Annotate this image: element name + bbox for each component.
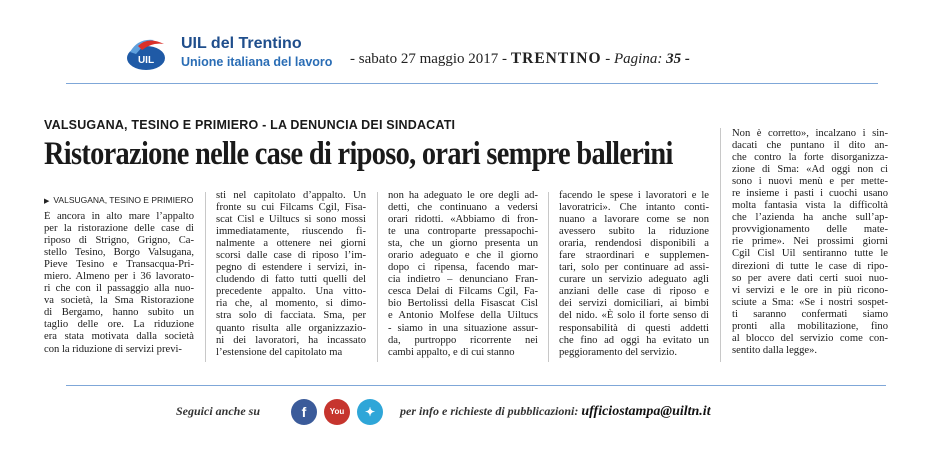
header-rule bbox=[66, 83, 878, 84]
article-line: pronti alla mobilitazione, fino bbox=[732, 320, 888, 332]
article-line: del nido. «È solo il forte senso di bbox=[559, 310, 709, 322]
article-line: precedente appalto. Una vitto- bbox=[216, 286, 366, 298]
article-line: rie prime». Nei prossimi giorni bbox=[732, 236, 888, 248]
article-line: orario adeguato e che il giorno bbox=[388, 250, 538, 262]
article-line: che fino ad oggi ha evitato un bbox=[559, 334, 709, 346]
email-link[interactable]: ufficiostampa@uiltn.it bbox=[581, 404, 711, 419]
byline-text: VALSUGANA, TESINO E PRIMIERO bbox=[53, 195, 194, 205]
article-line: sono i nuovi menù e per mette- bbox=[732, 176, 888, 188]
article-line: ti saranno confermati siamo bbox=[732, 308, 888, 320]
article-headline: Ristorazione nelle case di riposo, orari sempre ballerini bbox=[44, 136, 673, 172]
column-divider bbox=[548, 192, 549, 362]
article-line: responsabilità di questi addetti bbox=[559, 322, 709, 334]
brand-title: UIL del Trentino bbox=[181, 35, 302, 52]
article-line: per la ristorazione delle case di bbox=[44, 223, 194, 235]
article-line: fronte su cui Filcams Cgil, Fisa- bbox=[216, 202, 366, 214]
facebook-glyph: f bbox=[301, 404, 307, 420]
article-line: lavoratrici». Che intanto conti- bbox=[559, 202, 709, 214]
info-line bbox=[400, 404, 711, 420]
article-line: dei servizi domiciliari, ai bimbi bbox=[559, 298, 709, 310]
article-line: anziani delle case di riposo e bbox=[559, 286, 709, 298]
article-line: pegno di estendere i servizi, in- bbox=[216, 262, 366, 274]
column-divider bbox=[377, 192, 378, 362]
article-line: immediatamente, riuscendo fi- bbox=[216, 226, 366, 238]
facebook-icon[interactable] bbox=[291, 399, 317, 425]
newspaper-name: TRENTINO bbox=[510, 50, 602, 67]
article-line: curare un servizio adeguato agli bbox=[559, 274, 709, 286]
article-line: provvigionamento delle mate- bbox=[732, 224, 888, 236]
article-line: al blocco del servizio come con- bbox=[732, 332, 888, 344]
article-line: l’estensione del capitolato ma bbox=[216, 346, 343, 358]
article-line: facendo le spese i lavoratori e le bbox=[559, 190, 709, 201]
article-line: zione di Sma: «Ad oggi non ci bbox=[732, 164, 888, 176]
column-divider bbox=[205, 192, 206, 362]
article-line: direzioni di tutte le case di ripo- bbox=[732, 260, 888, 272]
article-line: taglio delle ore. La riduzione bbox=[44, 319, 194, 331]
article-line: nalmente a ottenere nei giorni bbox=[216, 238, 366, 250]
article-line: avessero subito la riduzione bbox=[559, 226, 709, 238]
article-line: cludendo di fatto tutti quelli del bbox=[216, 274, 366, 286]
article-line: riposo di Strigno, Grigno, Ca- bbox=[44, 235, 194, 247]
brand-subtitle: Unione italiana del lavoro bbox=[181, 55, 333, 69]
article-line: che l’azienda ha anche sull’ap- bbox=[732, 212, 888, 224]
column-divider bbox=[720, 128, 721, 362]
article-column-4 bbox=[559, 190, 709, 359]
logo-text: UIL bbox=[137, 55, 155, 66]
article-line: ri che con il passaggio alla nuo- bbox=[44, 283, 194, 295]
article-line: stello Tesino, Borgo Valsugana, bbox=[44, 247, 194, 259]
article-line: con la riduzione di servizi previ- bbox=[44, 343, 182, 355]
page-number: 35 - bbox=[666, 51, 690, 67]
article-line: bio Bertolissi della Fisascat Cisl bbox=[388, 298, 538, 310]
article-line: stra solo di facciata. Sma, per bbox=[216, 310, 366, 322]
article-line: cia indietro – denunciano Fran- bbox=[388, 274, 538, 286]
article-line: che contro la forte disorganizza- bbox=[732, 152, 888, 164]
article-line: vi servizi e le ore in più ricono- bbox=[732, 284, 888, 296]
article-line: scorsi dalle case di riposo l’im- bbox=[216, 250, 366, 262]
article-line: molta fantasia vista la difficoltà bbox=[732, 200, 888, 212]
article-line: ni dei lavoratori, ha incassato bbox=[216, 334, 366, 346]
article-column-1 bbox=[44, 211, 194, 356]
article-line: da, purtroppo ricorrente nei bbox=[388, 334, 538, 346]
article-line: non ha adeguato le ore degli ad- bbox=[388, 190, 538, 201]
article-line: - siamo in una situazione assur- bbox=[388, 322, 538, 334]
article-line: te una controparte pressapochi- bbox=[388, 226, 538, 238]
article-byline bbox=[44, 195, 193, 205]
article-line: so per avere dati certi suoi nuo- bbox=[732, 272, 888, 284]
article-line: Pieve Tesino e Transacqua-Pri- bbox=[44, 259, 194, 271]
youtube-glyph: You bbox=[329, 407, 345, 416]
article-line: sciute a Sma: «Se i nostri sospet- bbox=[732, 296, 888, 308]
publication-line bbox=[350, 50, 690, 68]
article-line: nuano a lavorare come se non bbox=[559, 214, 709, 226]
footer-rule bbox=[66, 385, 886, 386]
article-column-3 bbox=[388, 190, 538, 359]
article-line: dacati che puntano il dito an- bbox=[732, 140, 888, 152]
article-line: scat Cisl e Uiltucs si sono mossi bbox=[216, 214, 366, 226]
article-line: re insieme i pasti i cuochi usano bbox=[732, 188, 888, 200]
twitter-bird-glyph: ✦ bbox=[364, 405, 376, 419]
article-line: sti nel capitolato d’appalto. Un bbox=[216, 190, 366, 201]
article-line: sentito dalla legge». bbox=[732, 344, 818, 356]
article-line: fare straordinari e supplemen- bbox=[559, 250, 709, 262]
article-line: miero. Almeno per i 36 lavorato- bbox=[44, 271, 194, 283]
info-label: per info e richieste di pubblicazioni: bbox=[400, 404, 579, 418]
article-line: cesca Delai di Filcams Cgil, Fa- bbox=[388, 286, 538, 298]
article-line: tari, solo per continuare ad assi- bbox=[559, 262, 709, 274]
article-line: quanto risulta alle organizzazio- bbox=[216, 322, 366, 334]
article-line: e Antonio Molfese della Uiltucs bbox=[388, 310, 538, 322]
article-line: dopo ci ripensa, facendo mar- bbox=[388, 262, 538, 274]
article-line: va società, la Sma Ristorazione bbox=[44, 295, 194, 307]
article-line: detti, che continuano a vedersi bbox=[388, 202, 538, 214]
article-line: cambi appalto, e di cui stanno bbox=[388, 346, 515, 358]
article-line: peggioramento del servizio. bbox=[559, 346, 677, 358]
article-line: ria che, al momento, si dimo- bbox=[216, 298, 366, 310]
article-line: È ancora in alto mare l’appalto bbox=[44, 211, 194, 222]
article-line: era stata motivata dalla società bbox=[44, 331, 194, 343]
youtube-icon[interactable] bbox=[324, 399, 350, 425]
article-line: sta, che un giorno presenta un bbox=[388, 238, 538, 250]
page-label: - Pagina: bbox=[605, 51, 663, 67]
article-line: oraria, rendendosi disponibili a bbox=[559, 238, 709, 250]
twitter-icon[interactable] bbox=[357, 399, 383, 425]
uil-logo bbox=[124, 34, 168, 72]
follow-label: Seguici anche su bbox=[176, 404, 261, 418]
article-column-5 bbox=[732, 128, 888, 357]
byline-arrow-icon: ▶ bbox=[44, 198, 50, 205]
article-line: di Bergamo, hanno subito un bbox=[44, 307, 194, 319]
article-line: Non è corretto», incalzano i sin- bbox=[732, 128, 888, 139]
article-kicker: VALSUGANA, TESINO E PRIMIERO - LA DENUNCIA DEI SINDACATI bbox=[44, 118, 456, 132]
article-line: Cgil Cisl Uil sentiranno tutte le bbox=[732, 248, 888, 260]
publication-date: - sabato 27 maggio 2017 - bbox=[350, 51, 508, 67]
article-line: orari ridotti. «Abbiamo di fron- bbox=[388, 214, 538, 226]
article-column-2 bbox=[216, 190, 366, 359]
